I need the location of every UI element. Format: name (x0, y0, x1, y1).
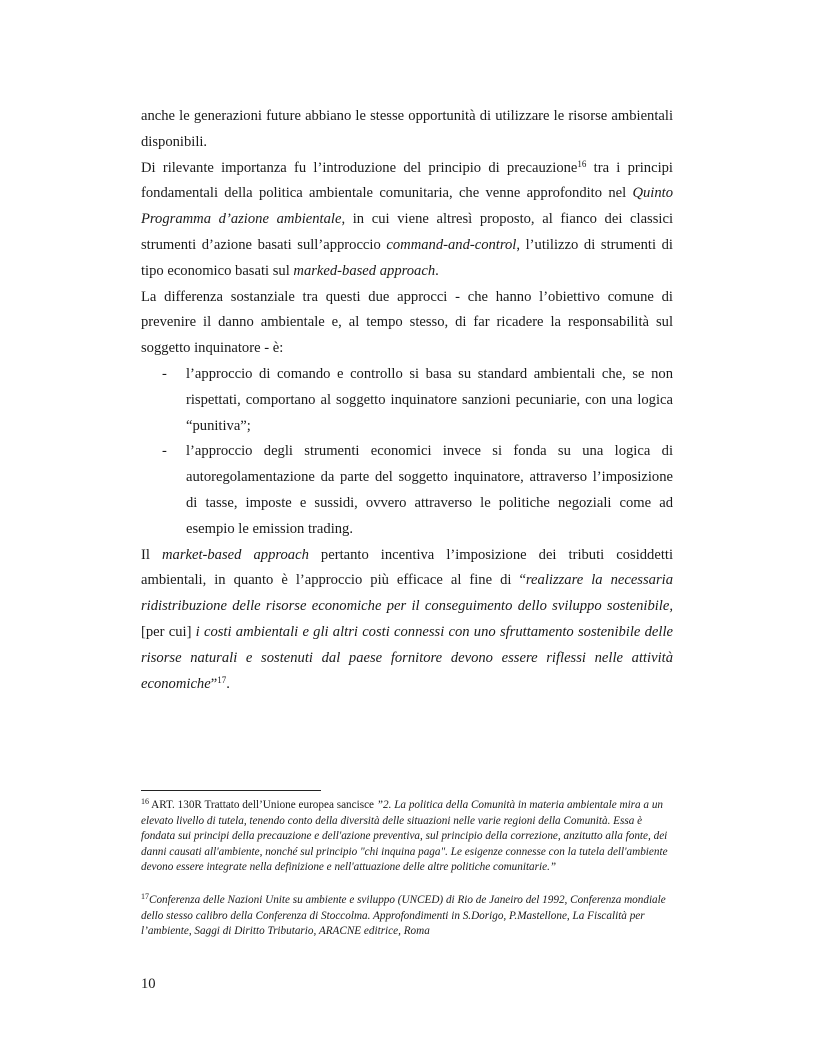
list-item: - l’approccio degli strumenti economici invece si fonda su una logica di autoregolamentazione da parte del soggetto inquinatore, attraverso l’imposizione di tasse, imposte e sussidi, ovvero attraverso le politiche negoziali come ad esempio le emission trading. (141, 439, 673, 542)
paragraph-4: Il market-based approach pertanto incentiva l’imposizione dei tributi cosiddetti ambientali, in quanto è l’approccio più efficace al fine di “realizzare la necessaria ridistribuzione delle risorse economiche per il conseguimento dello sviluppo sostenibile, [per cui] i costi ambientali e gli altri costi connessi con uno sfruttamento sostenibile delle risorse naturali e sostenuti dal paese fornitore devono essere riflessi nelle attività economiche”$^{17}$. (141, 546, 673, 692)
footnote-ref-16[interactable]: 16 (577, 158, 587, 169)
dash-marker: - (162, 365, 167, 382)
paragraph-2: Di rilevante importanza fu l’introduzione del principio di precauzione$^{16}$ tra i principi fondamentali della politica ambientale comunitaria, che venne approfondito nel Quinto Programma d’azione ambientale, in cui viene altresì proposto, al fianco dei classici strumenti d’azione basati sull’approccio command-and-control, l’utilizzo di strumenti di tipo economico basati sul marked-based approach. (141, 158, 673, 279)
list-item: - l’approccio di comando e controllo si basa su standard ambientali che, se non rispettati, comportano al soggetto inquinatore sanzioni pecuniarie, con una logica “punitiva”; (141, 362, 673, 439)
footnotes (141, 798, 673, 957)
dash-list (141, 362, 673, 543)
footnote-number: 17 (141, 891, 149, 901)
page-number: 10 (141, 976, 156, 992)
dash-marker: - (162, 443, 167, 460)
footnote-ref-17[interactable]: 17 (217, 674, 227, 685)
paragraph-3: La differenza sostanziale tra questi due approcci - che hanno l’obiettivo comune di prevenire il danno ambientale e, al tempo stesso, di far ricadere la responsabilità sul soggetto inquinatore - è: (141, 288, 673, 357)
footnote-16: $^{16}$ ART. 130R Trattato dell’Unione europea sancisce ”2. La politica della Comunità in materia ambientale mira a un elevato livello di tutela, tenendo conto della diversità delle situazioni nelle varie regioni della Comunità. Essa è fondata sui principi della precauzione e dell'azione preventiva, sul principio della correzione, anzitutto alla fonte, dei danni causati all'ambiente, nonché sul principio "chi inquina paga". Le esigenze connesse con la tutela dell'ambiente devono essere integrate nella definizione e nell'attuazione delle altre politiche comunitarie.” (141, 797, 668, 874)
footnote-17: $^{17}$Conferenza delle Nazioni Unite su ambiente e sviluppo (UNCED) di Rio de Janeiro del 1992, Conferenza mondiale dello stesso calibro della Conferenza di Stoccolma. Approfondimenti in S.Dorigo, P.Mastellone, La Fiscalità per l’ambiente, Saggi di Diritto Tributario, ARACNE editrice, Roma (141, 891, 666, 938)
paragraph-1: anche le generazioni future abbiano le stesse opportunità di utilizzare le risorse ambientali disponibili. (141, 108, 673, 150)
footnote-number: 16 (141, 797, 149, 806)
body-text (141, 104, 673, 697)
footnote-separator (141, 790, 321, 791)
